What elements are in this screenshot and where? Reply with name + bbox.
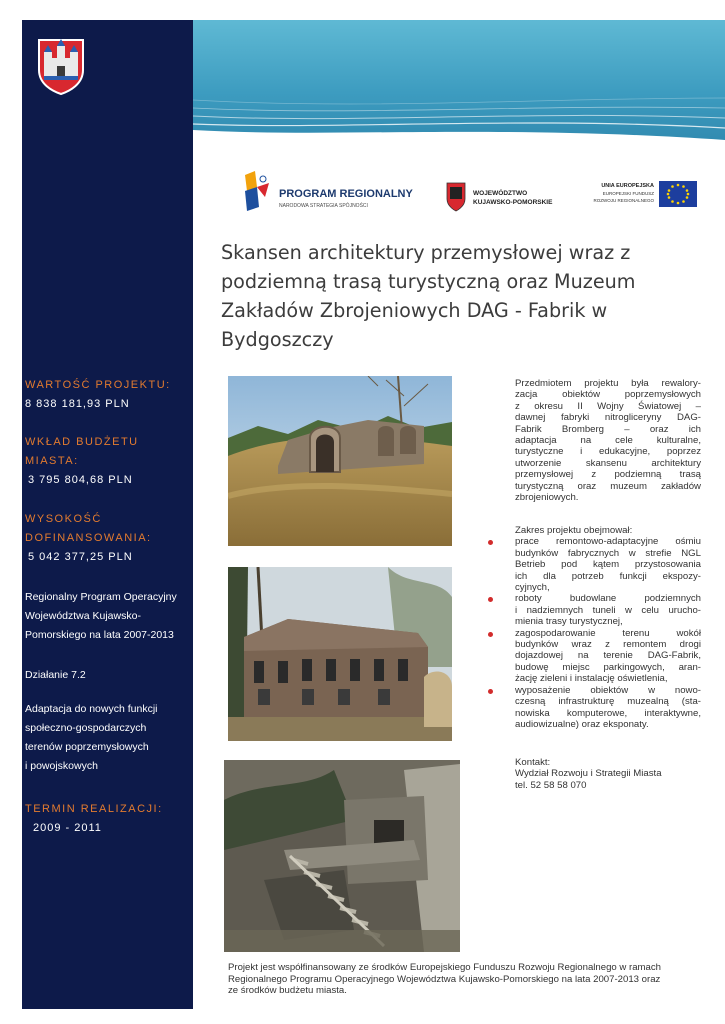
scope-item-line: i nadziemnych tuneli w celu urucho- — [515, 604, 701, 616]
description-line: utworzenie skansenu architektury — [515, 457, 701, 469]
region-line-1: WOJEWÓDZTWO — [473, 190, 528, 197]
description-line: Przedmiotem projektu była rewalory- — [515, 378, 701, 389]
bullet-dot-icon — [488, 689, 493, 694]
project-description — [515, 378, 701, 503]
adaptation-line-2: społeczno-gospodarczych — [25, 722, 147, 734]
scope-item-line: żację zieleni i instalację oświetlenia, — [515, 673, 668, 685]
contact-label: Kontakt: — [515, 757, 551, 768]
header-band — [193, 20, 725, 152]
city-budget-block — [25, 433, 191, 489]
header-wave-graphic — [193, 20, 725, 152]
action-block — [25, 666, 191, 685]
city-budget-value: 3 795 804,68 PLN — [28, 474, 133, 486]
scope-item-line: dojazdowej na terenie DAG-Fabrik, — [515, 650, 701, 662]
adaptation-line-3: terenów poprzemysłowych — [25, 741, 149, 753]
city-budget-label-2: MIASTA: — [25, 455, 79, 467]
bullet-dot-icon — [488, 632, 493, 637]
scope-item-line: budynków fabrycznych w strefie NGL — [515, 547, 701, 559]
description-line: zbrojeniowych. — [515, 492, 579, 504]
project-value-block — [25, 376, 191, 413]
city-crest-icon — [36, 36, 86, 96]
scope-item-line: cyjnych, — [515, 582, 550, 594]
scope-list — [488, 536, 701, 730]
scope-item-line: audiowizualne) oraz eksponaty. — [515, 718, 649, 730]
description-line: turystyczną oraz muzeum zakładów — [515, 480, 701, 492]
page-title: Skansen architektury przemysłowej wraz z podziemną trasą turystyczną oraz Muzeum Zakładów Zbrojeniowych DAG - Fabrik w Bydgoszczy — [221, 241, 636, 351]
program-subtitle: NARODOWA STRATEGIA SPÓJNOŚCI — [279, 203, 368, 209]
description-line: przemysłowej z podziemną trasą — [515, 469, 701, 481]
scope-item-line: nowiska komputerowe, interaktywne, — [515, 707, 701, 719]
description-line: dawnej fabryki nitrogliceryny DAG- — [515, 412, 701, 424]
scope-item-line: budynków wraz z remontem drogi — [515, 639, 701, 651]
scope-item-line: zagospodarowanie terenu wokół — [515, 627, 701, 639]
contact-block — [515, 757, 701, 791]
cofinancing-footer — [228, 962, 700, 997]
scope-item-line: czesną infrastrukturę muzealną (sta- — [515, 696, 701, 708]
description-line: z okresu II Wojny Światowej – — [515, 400, 701, 412]
program-line-1: Regionalny Program Operacyjny — [25, 591, 177, 603]
photo-bunker — [228, 376, 452, 546]
cofunding-value: 5 042 377,25 PLN — [28, 551, 133, 563]
description-line: zacja obiektów poprzemysłowych — [515, 389, 701, 401]
program-line-3: Pomorskiego na lata 2007-2013 — [25, 629, 174, 641]
eu-line-3: ROZWOJU REGIONALNEGO — [593, 198, 654, 203]
scope-item — [488, 685, 701, 731]
description-line: Fabrik Bromberg – oraz ich — [515, 423, 701, 435]
photo-ruin-interior — [224, 760, 460, 952]
scope-item — [488, 593, 701, 627]
description-line: adaptacja na cele kulturalne, — [515, 435, 701, 447]
adaptation-block — [25, 700, 191, 776]
footer-line-1: Projekt jest współfinansowany ze środków Europejskiego Funduszu Rozwoju Regionalnego w ramach — [228, 962, 662, 973]
scope-intro: Zakres projektu obejmował: — [515, 525, 633, 536]
adaptation-line-4: i powojskowych — [25, 760, 98, 772]
sponsor-logos — [193, 165, 725, 225]
kujawsko-pomorskie-logo — [447, 183, 553, 211]
scope-item — [488, 628, 701, 685]
photo-brick-building — [228, 567, 452, 741]
bullet-dot-icon — [488, 540, 493, 545]
scope-item — [488, 536, 701, 593]
program-regionalny-logo — [245, 171, 414, 211]
project-scope — [488, 525, 701, 730]
term-label: TERMIN REALIZACJI: — [25, 803, 163, 815]
program-line-2: Województwa Kujawsko- — [25, 610, 141, 622]
contact-department: Wydział Rozwoju i Strategii Miasta — [515, 768, 662, 780]
contact-phone: tel. 52 58 58 070 — [515, 779, 587, 791]
project-value-label: WARTOŚĆ PROJEKTU: — [25, 379, 171, 391]
term-block — [25, 800, 191, 837]
action-number: Działanie 7.2 — [25, 669, 86, 681]
scope-item-line: ich dla potrzeb funkcji ekspozy- — [515, 570, 701, 582]
scope-item-line: budowę miejsc parkingowych, aran- — [515, 661, 701, 673]
scope-item-line: Betrieb pod kątem przystosowania — [515, 559, 701, 571]
eu-line-1: UNIA EUROPEJSKA — [601, 183, 654, 189]
scope-item-line: mienia trasy turystycznej, — [515, 616, 623, 628]
program-title: PROGRAM REGIONALNY — [279, 188, 413, 200]
term-value: 2009 - 2011 — [33, 822, 102, 834]
cofunding-block — [25, 510, 191, 566]
footer-line-3: ze środków budżetu miasta. — [228, 985, 347, 996]
footer-line-2: Regionalnego Programu Operacyjnego Województwa Kujawsko-Pomorskiego na lata 2007-2013 oraz — [228, 973, 661, 985]
scope-item-line: wyposażenie obiektów w nowo- — [515, 684, 701, 696]
program-block — [25, 588, 191, 645]
description-line: turystyczne i edukacyjne, poprzez — [515, 446, 701, 458]
adaptation-line-1: Adaptacja do nowych funkcji — [25, 703, 158, 715]
scope-item-line: prace remontowo-adaptacyjne ośmiu — [515, 536, 701, 548]
city-budget-label-1: WKŁAD BUDŻETU — [25, 436, 139, 448]
eu-line-2: EUROPEJSKI FUNDUSZ — [602, 191, 654, 196]
cofunding-label-2: DOFINANSOWANIA: — [25, 532, 152, 544]
cofunding-label-1: WYSOKOŚĆ — [25, 513, 102, 525]
description-text — [515, 378, 701, 503]
region-line-2: KUJAWSKO-POMORSKIE — [473, 199, 553, 206]
scope-item-line: roboty budowlane podziemnych — [515, 593, 701, 605]
eu-logo — [593, 181, 697, 207]
bullet-dot-icon — [488, 597, 493, 602]
project-value: 8 838 181,93 PLN — [25, 398, 130, 410]
